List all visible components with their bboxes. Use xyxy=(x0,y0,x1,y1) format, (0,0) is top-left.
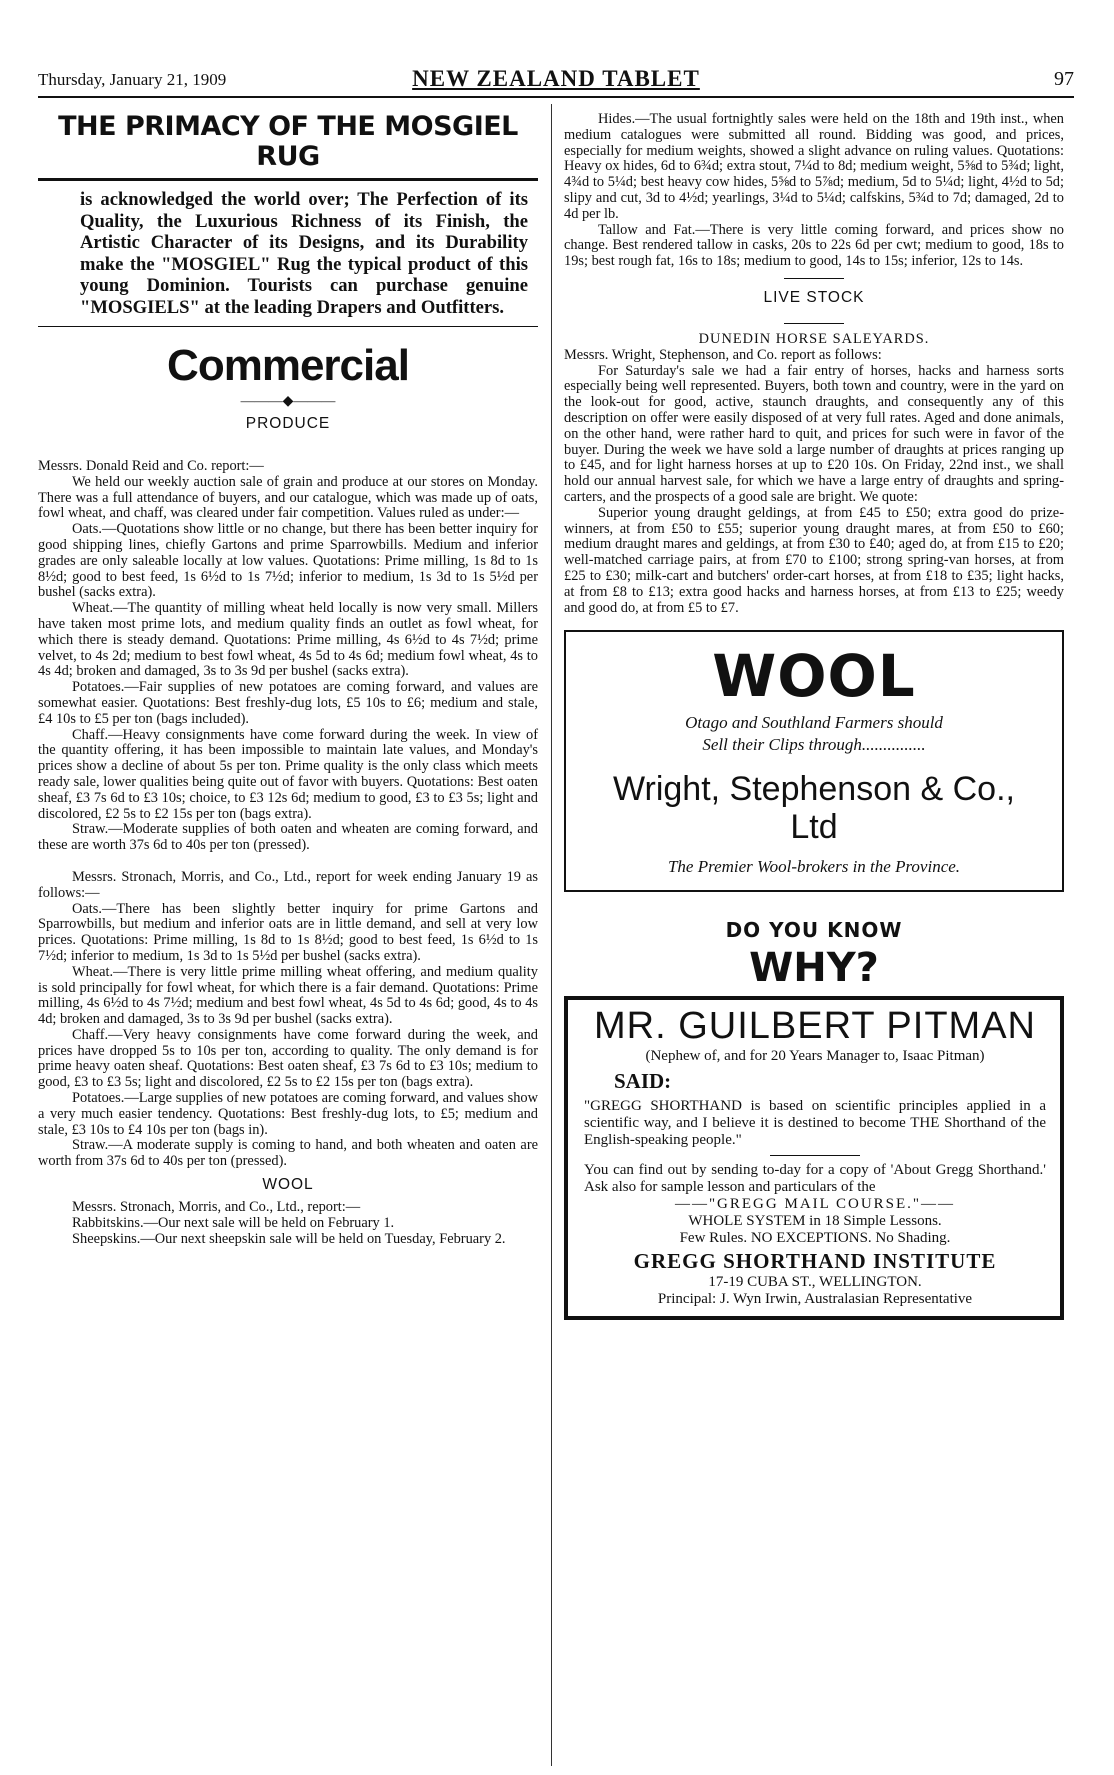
paragraph: Wheat.—There is very little prime milling wheat offering, and medium quality is sold principally for fowl wheat, for which there is a fair demand. Quotations: Prime milling, 4s 6½d to 4s 7½d; medium and best fowl wheat, 4s 5d to 4s 6d; good, 4s to 4s 4d; broken and damaged, 3s to 3s 9d per bushel (sacks extra). xyxy=(38,963,538,1028)
paragraph: Superior young draught geldings, at from £45 to £50; extra good do prize-winners, at from £50 to £55; superior young draught mares, at from £50 to £60; medium draught mares and geldings, at from £30 to £40; aged do, at from £15 to £20; well-matched carriage pairs, at from £70 to £100; strong spring-van horses, at from £25 to £30; milk-cart and butchers' order-cart horses, at from £18 to £35; light hacks, at from £8 to £13; extra good hacks and harness horses, at from £13 to £25; weedy and good do, at from £5 to £7. xyxy=(564,504,1064,616)
divider xyxy=(784,278,844,279)
paragraph: Chaff.—Very heavy consignments have come forward during the week, and prices have dropped 5s to 10s per ton, according to quality. The only demand is for prime heavy oaten sheaf. Quotations: Best oaten sheaf, £3 7s 6d to £3 10s; medium to good, £3 to £3 5s; light and discolored, £2 5s to £2 15s per ton (bags extra). xyxy=(38,1026,538,1091)
masthead xyxy=(38,66,1074,98)
wool-heading: WOOL xyxy=(262,1176,314,1194)
pitman-name: MR. GUILBERT PITMAN xyxy=(594,1005,1036,1048)
system-line: WHOLE SYSTEM in 18 Simple Lessons. xyxy=(688,1213,942,1230)
wool-ad-tagline: The Premier Wool-brokers in the Province. xyxy=(667,857,961,877)
paragraph: Oats.—There has been slightly better inquiry for prime Gartons and Sparrowbills, but medium and inferior oats are in little demand, and sell at very low prices. Quotations: Prime milling, 1s 8d to 1s 8½d; good to best feed, 1s 6½d to 1s 7½d; inferior to medium, 1s 3d to 1s 5½d per bushel (sacks extra). xyxy=(38,900,538,964)
divider xyxy=(784,323,844,324)
page-number: 97 xyxy=(1054,68,1074,90)
paragraph: Sheepskins.—Our next sheepskin sale will be held on Tuesday, February 2. xyxy=(72,1230,506,1247)
said-label: SAID: xyxy=(614,1069,672,1094)
produce-heading: PRODUCE xyxy=(245,415,331,432)
paragraph: Messrs. Donald Reid and Co. report:— xyxy=(38,458,264,474)
wool-ad-line: Sell their Clips through............... xyxy=(702,735,926,755)
gregg-advert xyxy=(564,996,1064,1320)
paragraph: Messrs. Stronach, Morris, and Co., Ltd., report:— xyxy=(72,1199,361,1216)
paragraph: For Saturday's sale we had a fair entry of horses, hacks and harness sorts especially being well represented. Buyers, both town and country, were in the yard on the look-out for good, active, staunch draughts, and consequently any of this description on offer were easily disposed of at very full rates. Aged and done animals, on the other hand, were rather hard to quit, and prices for such were in favor of the buyer. During the week we have sold a large number of draughts at prices ranging up to £45, and for light harness horses at up to £20 10s. On Friday, 22nd inst., we shall hold our annual harvest sale, for which we have a large entry of draughts and spring-carters, and the prospects of a good sale are bright. We quote: xyxy=(564,362,1064,505)
paragraph: Chaff.—Heavy consignments have come forward during the week. In view of the quantity offering, it has been impossible to maintain late values, and Monday's prices show a decline of about 5s per ton. Prime quality is the only class which meets ready sale, lower qualities being quite out of favor with buyers. Quotations: Best oaten sheaf, £3 7s 6d to £3 10s; choice, to £3 12s 6d; medium to good, £3 to £3 5s; light and discolored, £2 5s to £2 15s per ton (bags extra). xyxy=(38,726,538,822)
institute-principal: Principal: J. Wyn Irwin, Australasian Representative xyxy=(657,1291,973,1308)
wool-advert xyxy=(564,630,1064,892)
issue-date: Thursday, January 21, 1909 xyxy=(38,70,227,89)
mail-course: ——"GREGG MAIL COURSE."—— xyxy=(674,1196,956,1213)
firm-name: Wright, Stephenson & Co., xyxy=(613,770,1015,809)
pitman-quote: "GREGG SHORTHAND is based on scientific principles applied in a scientific way, and I believe it is destined to become THE Shorthand of the English-speaking people." xyxy=(584,1098,1046,1149)
paragraph: Wheat.—The quantity of milling wheat held locally is now very small. Millers have taken most prime lots, and medium quality finds an outlet as fowl wheat, for which there is steady demand. Quotations: Prime milling, 4s 6½d to 4s 7½d; prime velvet, to 4s 2d; medium to best fowl wheat, 4s 5d to 4s 6d; medium fowl wheat, 4s to 4s 4d; broken and damaged, 3s to 3s 9d per bushel (sacks extra). xyxy=(38,600,538,680)
mosgiel-advert xyxy=(38,112,538,327)
mosgiel-body: is acknowledged the world over; The Perfection of its Quality, the Luxurious Richness of its Finish, the Artistic Character of its Designs, and its Durability make the "MOSGIEL" Rug the typical product of this young Dominion. Tourists can purchase genuine "MOSGIELS" at the leading Drapers and Outfitters. xyxy=(80,189,528,318)
divider xyxy=(38,326,538,327)
institute-name: GREGG SHORTHAND INSTITUTE xyxy=(633,1249,997,1274)
paragraph: Oats.—Quotations show little or no change, but there has been better inquiry for good shipping lines, chiefly Gartons and prime Sparrowbills. Medium and inferior grades are only saleable locally at low values. Quotations: Prime milling, 1s 8d to 1s 8½d; good to best feed, 1s 6½d to 1s 7½d; inferior to medium, 1s 3d to 1s 5½d per bushel (sacks extra). xyxy=(38,521,538,601)
right-column xyxy=(564,112,1064,1320)
newspaper-title: NEW ZEALAND TABLET xyxy=(412,66,700,91)
column-divider xyxy=(551,104,552,1766)
paragraph: We held our weekly auction sale of grain and produce at our stores on Monday. There was a full attendance of buyers, and our catalogue, which was made up of oats, fowl wheat, and chaff, was cleared under fair competition. Values ruled as under:— xyxy=(38,473,538,522)
institute-address: 17-19 CUBA ST., WELLINGTON. xyxy=(708,1274,922,1291)
paragraph: Hides.—The usual fortnightly sales were held on the 18th and 19th inst., when medium catalogues were submitted all round. Bidding was good, and prices, especially for medium weights, showed a slight advance on ruling values. Quotations: Heavy ox hides, 6d to 6¾d; extra stout, 7¼d to 8d; medium weight, 5⅝d to 5¾d; light, 4¾d to 5¼d; best heavy cow hides, 5⅝d to 5⅞d; medium, 5d to 5¼d; light, 4½d to 5d; slipy and cut, 3d to 4½d; yearlings, 3¼d to 5¼d; calfskins, 5¾d to 7d; damaged, 2d to 4d per lb. xyxy=(564,111,1064,222)
live-stock-heading: LIVE STOCK xyxy=(763,288,865,306)
gregg-question: DO YOU KNOW xyxy=(725,918,903,943)
saleyards-heading: DUNEDIN HORSE SALEYARDS. xyxy=(698,330,930,347)
rules-line: Few Rules. NO EXCEPTIONS. No Shading. xyxy=(679,1230,951,1247)
paragraph: Potatoes.—Fair supplies of new potatoes are coming forward, and values are somewhat easier. Quotations: Best freshly-dug lots, £5 10s to £6; medium and stale, £4 10s to £5 per ton (bags included). xyxy=(38,679,538,727)
paragraph: Rabbitskins.—Our next sale will be held on February 1. xyxy=(72,1214,395,1231)
divider xyxy=(770,1155,860,1156)
left-column xyxy=(38,112,538,1247)
mosgiel-headline: THE PRIMACY OF THE MOSGIEL RUG xyxy=(58,111,518,172)
paragraph: Messrs. Wright, Stephenson, and Co. report as follows: xyxy=(564,346,882,363)
paragraph: Straw.—A moderate supply is coming to hand, and both wheaten and oaten are worth from 37s 6d to 40s per ton (pressed). xyxy=(38,1137,538,1170)
wool-ad-title: WOOL xyxy=(712,642,916,711)
paragraph: Potatoes.—Large supplies of new potatoes are coming forward, and values show a very much easier tendency. Quotations: Best freshly-dug lots, to £5; medium and stale, £3 10s to £4 10s per ton (bags in). xyxy=(38,1090,538,1138)
paragraph: Straw.—Moderate supplies of both oaten and wheaten are coming forward, and these are worth 37s 6d to 40s per ton (pressed). xyxy=(38,821,538,854)
paragraph: Tallow and Fat.—There is very little coming forward, and prices show no change. Best rendered tallow in casks, 20s to 22s 6d per cwt; medium to good, 18s to 19s; best rough fat, 16s to 18s; medium to good, 14s to 15s; inferior, 12s to 14s. xyxy=(564,221,1064,270)
pitman-relation: (Nephew of, and for 20 Years Manager to, Isaac Pitman) xyxy=(645,1048,985,1065)
gregg-why: WHY? xyxy=(749,945,879,992)
wool-ad-firm xyxy=(580,770,1048,846)
wool-ad-line: Otago and Southland Farmers should xyxy=(685,713,943,733)
divider xyxy=(38,178,538,181)
gregg-offer: You can find out by sending to-day for a copy of 'About Gregg Shorthand.' Ask also for sample lesson and particulars of the xyxy=(584,1162,1046,1196)
ornament-divider: ———◆——— xyxy=(240,394,336,409)
firm-suffix: Ltd xyxy=(790,808,838,847)
section-title: Commercial xyxy=(167,341,409,390)
paragraph: Messrs. Stronach, Morris, and Co., Ltd., report for week ending January 19 as follows:— xyxy=(38,868,538,901)
